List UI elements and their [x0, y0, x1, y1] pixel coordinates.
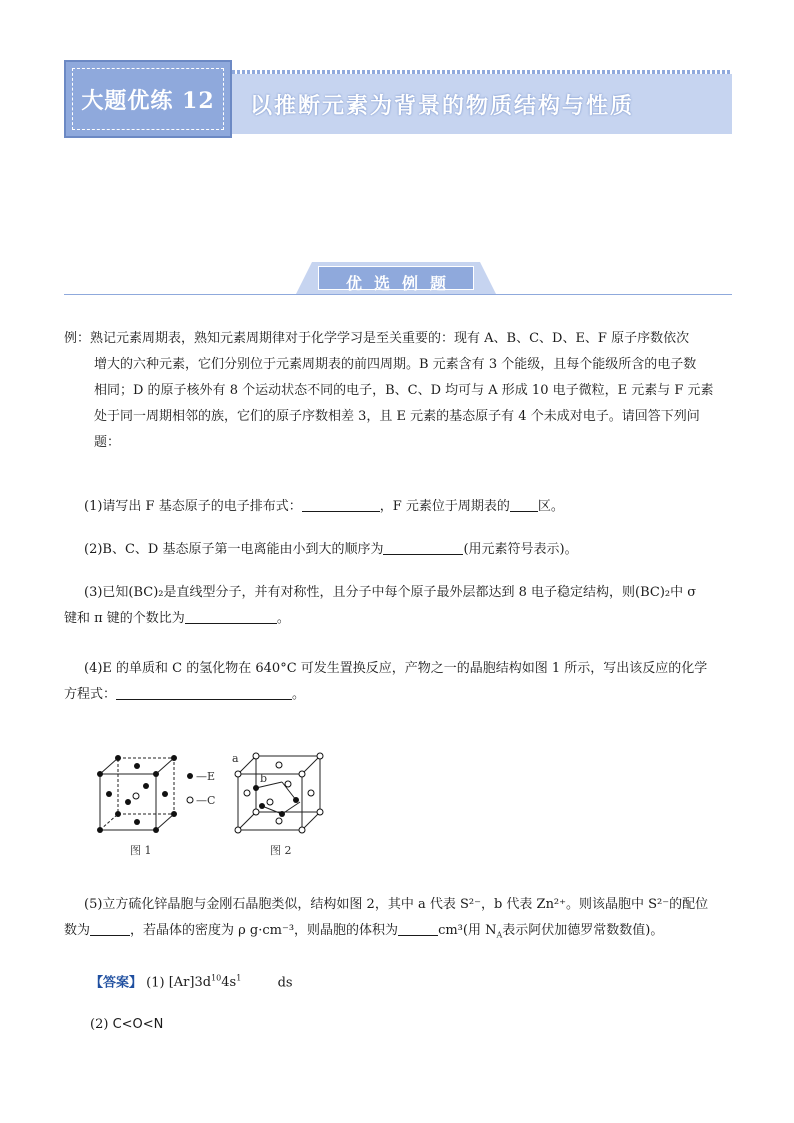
- page-title: 以推断元素为背景的物质结构与性质: [250, 93, 635, 119]
- answer-1: [64, 966, 734, 996]
- q2-text-a: (2)B、C、D 基态原子第一电离能由小到大的顺序为: [84, 542, 384, 557]
- figure-2-caption: 图 2: [270, 844, 292, 857]
- crystal-figures-svg: [86, 748, 336, 860]
- answer-1-config-mid: 4s: [221, 975, 237, 991]
- section-tag: [296, 262, 496, 294]
- answer-1-region: ds: [277, 975, 293, 991]
- legend-e-marker: [187, 773, 193, 779]
- q3-text-a: 键和 π 键的个数比为: [64, 611, 185, 626]
- q3-text-b: 。: [276, 611, 290, 626]
- q4-blank-equation[interactable]: [116, 685, 292, 700]
- header-banner: [64, 60, 732, 138]
- q5-subscript: A: [496, 930, 503, 940]
- intro-line: 处于同一周期相邻的族，它们的原子序数相差 3，且 E 元素的基态原子有 4 个未成对电子。请回答下列问: [94, 409, 700, 424]
- q5-blank-coordination[interactable]: [90, 921, 130, 936]
- q1-blank-region[interactable]: [510, 497, 538, 512]
- answer-2-number: (2): [90, 1017, 109, 1032]
- answer-2-text: C<O<N: [112, 1017, 164, 1032]
- q4-line2: [64, 682, 734, 708]
- q5-text-d: 表示阿伏加德罗常数数值)。: [502, 923, 664, 938]
- q5-blank-volume[interactable]: [398, 921, 438, 936]
- figure-1-caption: 图 1: [130, 844, 152, 857]
- question-4: [64, 656, 734, 708]
- q2-text-b: (用元素符号表示)。: [463, 542, 578, 557]
- section-tag-inner: [318, 266, 474, 293]
- q4-line1: (4)E 的单质和 C 的氢化物在 640°C 可发生置换反应，产物之一的晶胞结构如图 1 所示，写出该反应的化学: [84, 661, 708, 676]
- q1-blank-config[interactable]: [302, 497, 380, 512]
- figure-2-s-atoms: [235, 753, 323, 833]
- intro-line: 题：: [94, 435, 121, 450]
- q1-text-b: ，F 元素位于周期表的: [379, 499, 510, 514]
- q5-line2: [64, 918, 734, 949]
- q2-blank-order[interactable]: [383, 540, 463, 555]
- figure-1-center-atom: [133, 793, 139, 799]
- legend-c-marker: [187, 797, 193, 803]
- answer-label: 【答案】: [90, 975, 143, 991]
- q1-text-a: (1)请写出 F 基态原子的电子排布式：: [84, 499, 302, 514]
- section-divider: [64, 294, 732, 295]
- question-1: [64, 494, 734, 520]
- answer-1-sup-s: 1: [236, 974, 242, 983]
- q4-text-b: 。: [292, 687, 306, 702]
- intro-line: 增大的六种元素，它们分别位于元素周期表的前四周期。B 元素含有 3 个能级，且每个能级所含的电子数: [94, 357, 697, 372]
- q5-text-a: 数为: [64, 923, 91, 938]
- question-2: [64, 537, 734, 563]
- question-3: [64, 580, 734, 632]
- q4-text-a: 方程式：: [64, 687, 117, 702]
- figure-2-label-a: a: [232, 752, 239, 765]
- banner-label-box: [64, 60, 232, 138]
- legend-e-label: —E: [196, 770, 216, 783]
- section-tag-label: 优选例题: [345, 274, 458, 293]
- banner-stripe: [232, 70, 732, 74]
- question-5: [64, 892, 734, 949]
- q5-text-c: cm³(用 N: [438, 923, 497, 938]
- intro-line: 相同；D 的原子核外有 8 个运动状态不同的电子，B、C、D 均可与 A 形成 10 电子微粒，E 元素与 F 元素: [94, 383, 714, 398]
- answer-1-config-base: [Ar]3d: [168, 975, 212, 991]
- intro-line: 例：熟记元素周期表，熟知元素周期律对于化学学习是至关重要的：现有 A、B、C、D、E、F 原子序数依次: [64, 331, 690, 346]
- banner-label: 大题优练 12: [81, 88, 215, 114]
- answer-1-sup-d: 10: [211, 974, 222, 983]
- crystal-figures: [86, 748, 336, 860]
- q3-line2: [64, 606, 734, 632]
- answer-1-config: [169, 975, 242, 990]
- q5-text-b: ，若晶体的密度为 ρ g·cm⁻³，则晶胞的体积为: [130, 923, 399, 938]
- figure-2-label-b: b: [260, 772, 268, 785]
- q3-blank-ratio[interactable]: [185, 609, 277, 624]
- question-intro: [64, 326, 734, 456]
- answer-1-number: (1): [146, 975, 165, 991]
- q5-line1: (5)立方硫化锌晶胞与金刚石晶胞类似，结构如图 2，其中 a 代表 S²⁻，b 代表 Zn²⁺。则该晶胞中 S²⁻的配位: [84, 897, 709, 912]
- legend-c-label: —C: [196, 794, 216, 807]
- q3-line1: (3)已知(BC)₂是直线型分子，并有对称性，且分子中每个原子最外层都达到 8 电子稳定结构，则(BC)₂中 σ: [84, 585, 697, 600]
- answer-2: [64, 1012, 734, 1038]
- q1-text-c: 区。: [537, 499, 564, 514]
